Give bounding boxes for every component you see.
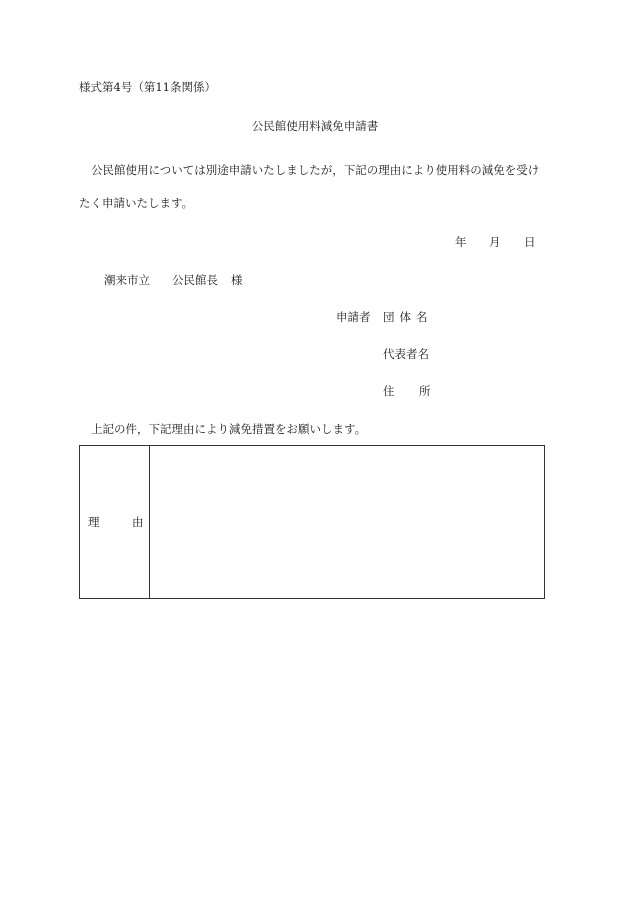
reason-label-cell — [80, 446, 150, 598]
document-title: 公民館使用料減免申請書 — [251, 119, 379, 133]
applicant-address-label-part-2: 所 — [419, 384, 431, 398]
applicant-address-label-part-1: 住 — [383, 384, 395, 398]
applicant-label: 申請者 — [336, 310, 371, 324]
body-text-line-2: たく申請いたします。 — [79, 196, 194, 210]
addressee-honorific: 様 — [231, 273, 243, 287]
reason-content-field[interactable] — [150, 446, 544, 598]
body-text-line-1: 公民館使用については別途申請いたしましたが，下記の理由により使用料の減免を受け — [91, 163, 540, 177]
date-year-label: 年 — [455, 235, 467, 249]
reason-label-part-2: 由 — [132, 515, 144, 529]
addressee-city: 潮来市立 — [104, 273, 150, 287]
applicant-group-name-label: 団体名 — [383, 310, 433, 324]
reason-table — [79, 445, 545, 599]
addressee-title: 公民館長 — [172, 273, 218, 287]
applicant-representative-label: 代表者名 — [383, 347, 429, 361]
reason-label-part-1: 理 — [88, 515, 100, 529]
date-day-label: 日 — [524, 235, 536, 249]
form-number: 様式第4号（第11条関係） — [79, 80, 216, 94]
date-month-label: 月 — [489, 235, 501, 249]
request-text: 上記の件，下記理由により減免措置をお願いします。 — [91, 422, 367, 436]
